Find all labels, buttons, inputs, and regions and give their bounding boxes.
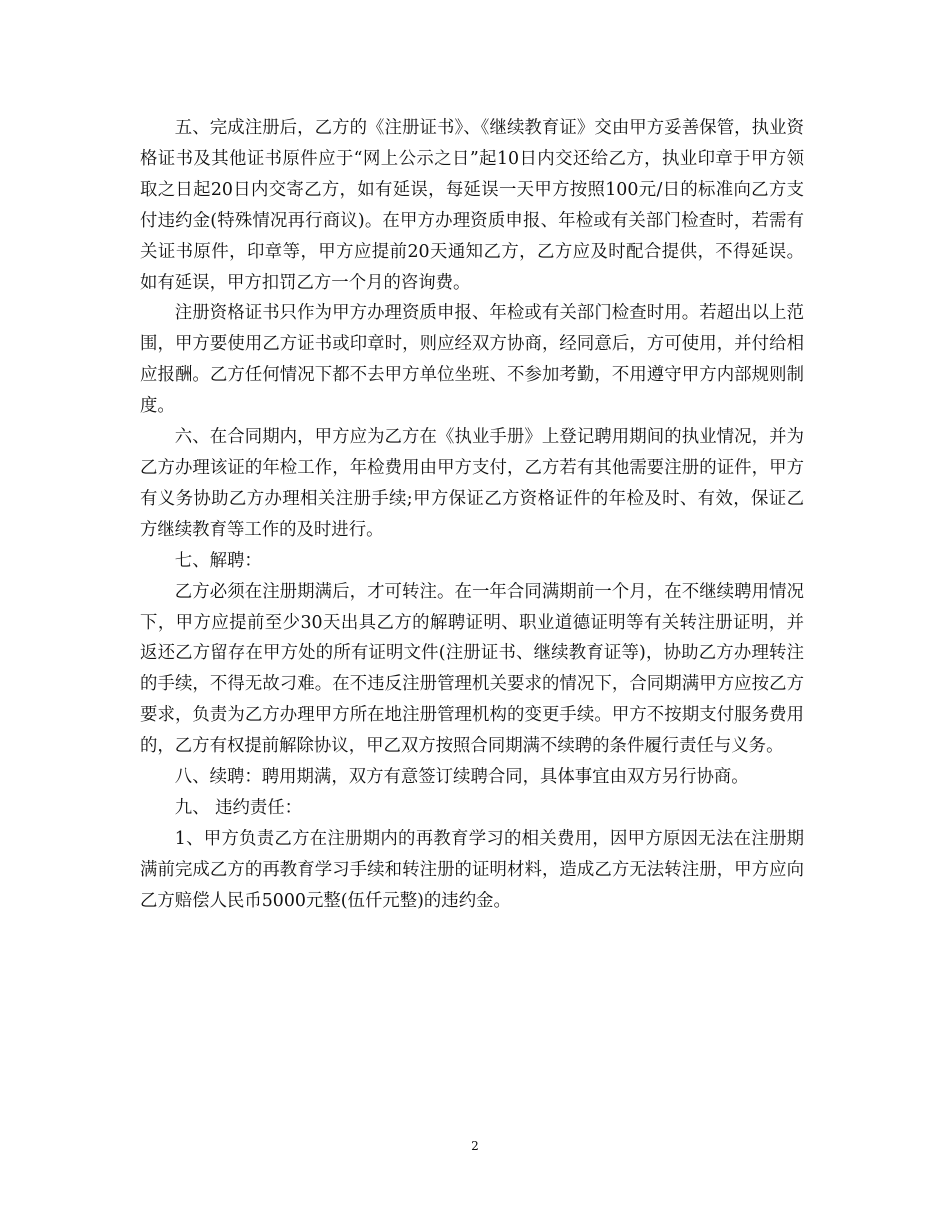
paragraph-clause-5: 五、完成注册后，乙方的《注册证书》、《继续教育证》交由甲方妥善保管，执业资格证书及其他证书原件应于“网上公示之日”起10日内交还给乙方，执业印章于甲方领取之日起20日内交寄乙方，如有延误，每延误一天甲方按照100元/日的标准向乙方支付违约金(特殊情况再行商议)。在甲方办理资质申报、年检或有关部门检查时，若需有关证书原件，印章等，甲方应提前20天通知乙方，乙方应及时配合提供，不得延误。如有延误，甲方扣罚乙方一个月的咨询费。 xyxy=(140,118,804,293)
paragraph-certificate-usage: 注册资格证书只作为甲方办理资质申报、年检或有关部门检查时用。若超出以上范围，甲方要使用乙方证书或印章时，则应经双方协商，经同意后，方可使用，并付给相应报酬。乙方任何情况下都不去甲方单位坐班、不参加考勤，不用遵守甲方内部规则制度。 xyxy=(140,303,804,417)
paragraph-dismissal-terms: 乙方必须在注册期满后，才可转注。在一年合同满期前一个月，在不继续聘用情况下，甲方应提前至少30天出具乙方的解聘证明、职业道德证明等有关转注册证明，并返还乙方留存在甲方处的所有证明文件(注册证书、继续教育证等)，协助乙方办理转注的手续，不得无故刁难。在不违反注册管理机关要求的情况下，合同期满甲方应按乙方要求，负责为乙方办理甲方所在地注册管理机构的变更手续。甲方不按期支付服务费用的，乙方有权提前解除协议，甲乙双方按照合同期满不续聘的条件履行责任与义务。 xyxy=(140,581,804,757)
paragraph-liability-item-1: 1、甲方负责乙方在注册期内的再教育学习的相关费用，因甲方原因无法在注册期满前完成乙方的再教育学习手续和转注册的证明材料，造成乙方无法转注册，甲方应向乙方赔偿人民币5000元整(伍仟元整)的违约金。 xyxy=(140,828,804,911)
page-number: 2 xyxy=(471,1139,479,1153)
paragraph-clause-8-renewal: 八、续聘：聘用期满，双方有意签订续聘合同，具体事宜由双方另行协商。 xyxy=(174,767,749,788)
paragraph-clause-6: 六、在合同期内，甲方应为乙方在《执业手册》上登记聘用期间的执业情况，并为乙方办理该证的年检工作，年检费用由甲方支付，乙方若有其他需要注册的证件，甲方有义务协助乙方办理相关注册手续;甲方保证乙方资格证件的年检及时、有效，保证乙方继续教育等工作的及时进行。 xyxy=(140,427,804,540)
document-body xyxy=(140,113,804,917)
heading-clause-7-dismissal: 七、解聘： xyxy=(174,550,262,571)
heading-clause-9-liability: 九、 违约责任： xyxy=(174,797,303,818)
